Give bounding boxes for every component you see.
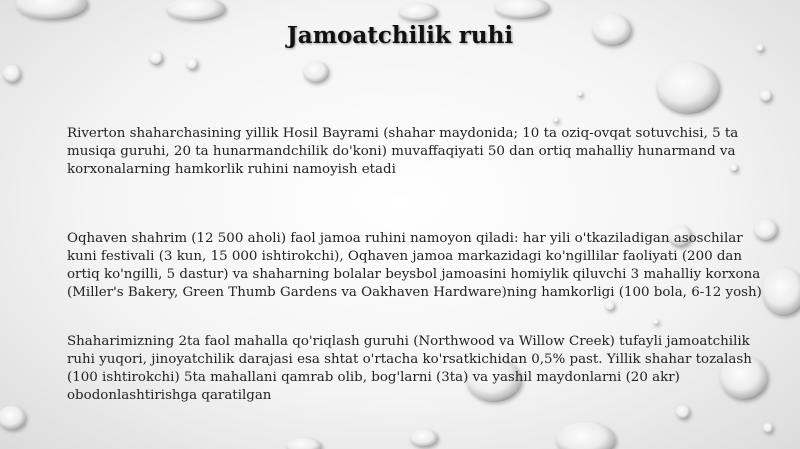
paragraph-neighborhood-watch: Shaharimizning 2ta faol mahalla qo'riqlash guruhi (Northwood va Willow Creek) tufayli jamoatchilik ruhi yuqori, jinoyatchilik darajasi esa shtat o'rtacha ko'rsatkichidan 0,5% past. Yillik shahar tozalash (100 ishtirokchi) 5ta mahallani qamrab olib, bog'larni (3ta) va yashil maydonlarni (20 akr) obodonlashtirishga qaratilgan xyxy=(67,334,752,404)
slide-title: Jamoatchilik ruhi xyxy=(286,22,514,49)
paragraph-harvest-festival: Riverton shaharchasining yillik Hosil Bayrami (shahar maydonida; 10 ta oziq-ovqat sotuvchisi, 5 ta musiqa guruhi, 20 ta hunarmandchilik do'koni) muvaffaqiyati 50 dan ortiq mahalliy hunarmand va korxonalarning hamkorlik ruhini namoyish etadi xyxy=(67,126,739,178)
paragraph-oqhaven-community: Oqhaven shahrim (12 500 aholi) faol jamoa ruhini namoyon qiladi: har yili o'tkaziladigan asoschilar kuni festivali (3 kun, 15 000 ishtirokchi), Oqhaven jamoa markazidagi ko'ngillilar faoliyati (200 dan ortiq ko'ngilli, 5 dastur) va shaharning bolalar beysbol jamoasini homiylik qiluvchi 3 mahalliy korxona (Miller's Bakery, Green Thumb Gardens va Oakhaven Hardware)ning hamkorligi (100 bola, 6-12 yosh) xyxy=(67,231,762,301)
